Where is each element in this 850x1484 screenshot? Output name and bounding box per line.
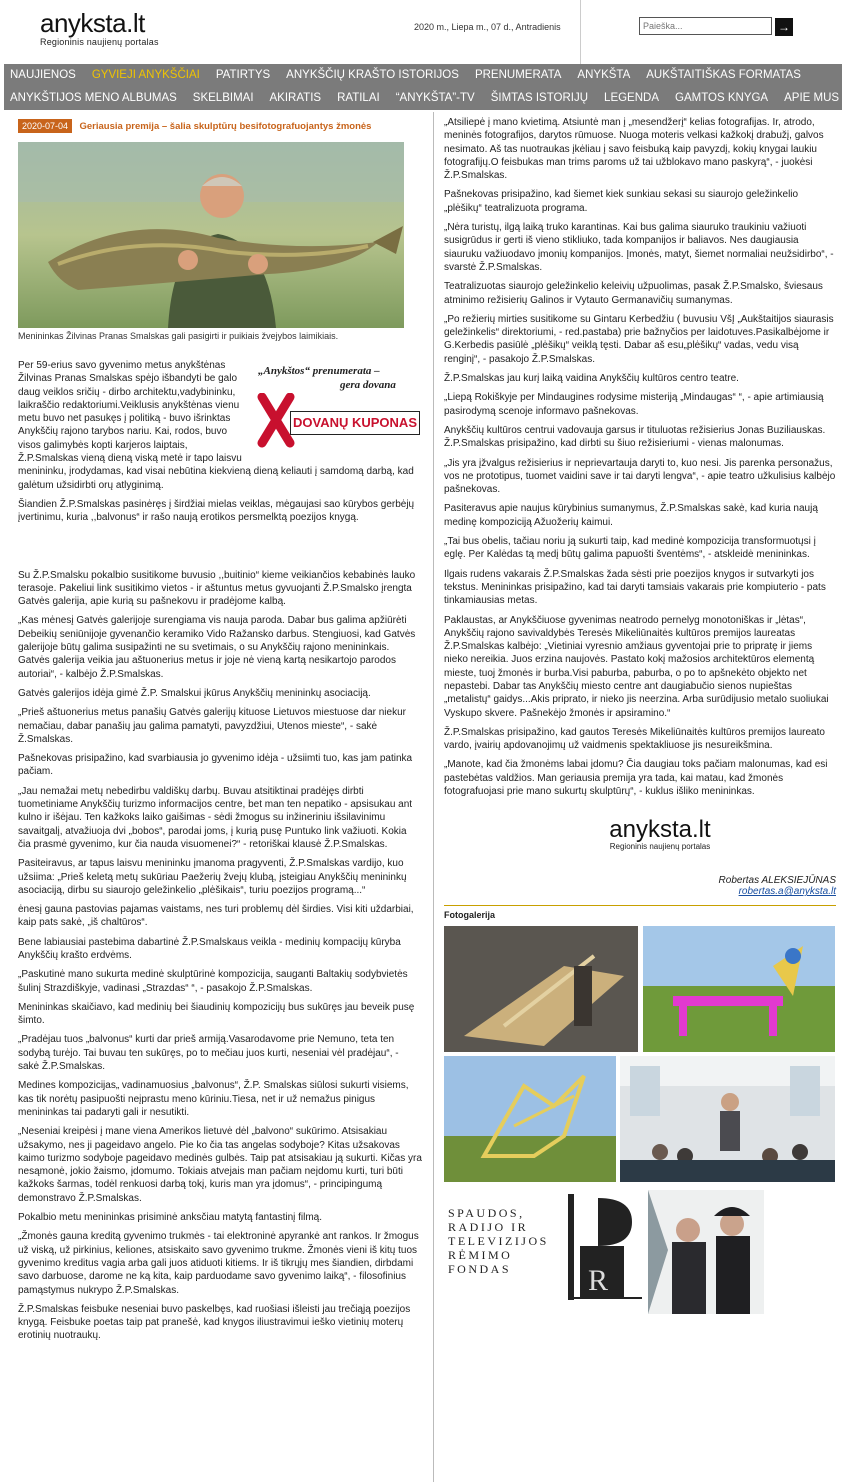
pink-bench-sculpture-image xyxy=(643,926,835,1052)
gallery-title: Fotogalerija xyxy=(444,905,836,922)
footer-logo-name: anyksta.lt xyxy=(609,816,711,844)
nav-item[interactable]: ANYKŠČIŲ KRAŠTO ISTORIJOS xyxy=(286,69,459,81)
article-paragraph: Pašnekovas prisipažino, kad šiemet kiek sunkiau sekasi su siaurojo geležinkelio „plėšikų“ teatralizuota programa. xyxy=(444,189,799,214)
nav-item[interactable]: LEGENDA xyxy=(604,92,660,104)
gallery-thumbnail[interactable] xyxy=(444,1056,616,1182)
search-submit-button[interactable] xyxy=(775,18,793,36)
performance-audience-image xyxy=(620,1056,835,1182)
fund-text xyxy=(448,1206,549,1276)
article-paragraph: „Po režierių mirties susitikome su Gintaru Kerbedžiu ( buvusiu VšĮ „Aukštaitijos siaurasis geležinkelis“ direktoriumi, - red.pastaba) prie bažnyčios per laidotuves.Pasikalbėjome ir G.Kerbedis pasiūlė „plėšikų“ veiklą tęsti. Dabar aš esu„plėšikų“ vadas, vedu visą renginį“, - pasakojo Ž.P.Smalskas. xyxy=(444,313,834,365)
main-article-photo[interactable] xyxy=(18,142,404,328)
subscription-promo-banner[interactable] xyxy=(254,363,422,453)
article-paragraph: Menininkas skaičiavo, kad medinių bei šiaudinių kompozicijų bus sukūręs jau beveik pusę šimto. xyxy=(18,1001,415,1027)
gallery-thumbnail[interactable] xyxy=(643,926,835,1052)
nav-item-active[interactable]: GYVIEJI ANYKŠČIAI xyxy=(91,69,200,81)
straw-bird-sculpture-image xyxy=(444,1056,616,1182)
article-paragraph: Anykščių kultūros centrui vadovauja garsus ir tituluotas režisierius Jonas Buziliauskas. Ž.P.Smalskas prisipažino, kad dirbti su šiuo režisieriumi - vienas malonumas. xyxy=(444,424,826,450)
fund-line: FONDAS xyxy=(448,1262,512,1277)
wooden-sculpture-workshop-image xyxy=(444,926,638,1052)
promo-line-1: „Anykštos“ prenumerata – xyxy=(258,365,380,377)
article-paragraph: „Prieš aštuonerius metus panašių Gatvės galerijų kituose Lietuvos miestuose dar niekur nemačiau, dabar panašių jau galima pamatyti, pavyzdžiui, Utenos mieste“, - sakė Ž.Smalskas. xyxy=(18,707,406,745)
gallery-thumbnail[interactable] xyxy=(620,1056,835,1182)
nav-row-2 xyxy=(10,87,850,109)
fund-emblem-icon xyxy=(562,1190,642,1302)
footer-logo-subtitle: Regioninis naujienų portalas xyxy=(609,842,711,852)
fisherman-with-pike-image xyxy=(18,142,404,328)
article-paragraph: Pasiteiravus, ar tapus laisvu menininku įmanoma pragyventi, Ž.P.Smalskas vardijo, kuo užsiima: „Prieš keletą metų sukūriau Paežerių žvejų klubą, įsteigiau Anykščių menininkų asociaciją, dirbu su siaurojo geležinkelio „plėšikais“, turiu poezijos programą...“ xyxy=(18,858,407,896)
column-divider xyxy=(433,112,434,1482)
article-paragraph: „Žmonės gauna kreditą gyvenimo trukmės - tai elektroninė apyrankė ant rankos. Ir žmogus už viską, už pirkinius, keliones, atsiskaito savo gyvenimo trukme. Žmonės vieni iš kitų tuos gyvenimo kreditus vagia arba gali juos atiduoti kitiems. Ir iš tikrųjų mes šiandien, dirbdami savo darbuose, darome ne ką kita, kaip parduodame savo gyvenimo laiką“, - filosofinius pamąstymus nukrypo Ž.P.Smalskas. xyxy=(18,1231,419,1296)
nav-item[interactable]: SKELBIMAI xyxy=(192,92,254,104)
article-paragraph: Ž.P.Smalskas feisbuke neseniai buvo paskelbęs, kad ruošiasi išleisti jau trečiąją poezijos knygą. Feisbuke poetas taip pat pranešė, kad knygos iliustravimui ieško vietinių moterų erotinių nuotraukų. xyxy=(18,1303,411,1342)
article-paragraph: „Paskutinė mano sukurta medinė skulptūrinė kompozicija, sauganti Baltakių sodybvietės šulinį Strazdiškyje, vadinasi „Strazdas“ “, - pasakojo Ž.P.Smalskas. xyxy=(18,969,408,994)
nav-item[interactable]: PATIRTYS xyxy=(215,69,271,81)
author-email-link[interactable]: robertas.a@anyksta.lt xyxy=(738,886,836,898)
article-paragraph: Ž.P.Smalskas jau kurį laiką vaidina Anykščių kultūros centro teatre. xyxy=(444,373,739,385)
article-left-column xyxy=(18,116,422,1349)
press-fund-logo[interactable] xyxy=(444,1190,644,1302)
photo-caption: Menininkas Žilvinas Pranas Smalskas gali pasigirti ir puikiais žvejybos laimikiais. xyxy=(18,331,339,341)
author-name: Robertas ALEKSIEJŪNAS xyxy=(718,875,836,887)
nav-item[interactable]: ANYKŠTIJOS MENO ALBUMAS xyxy=(10,92,177,104)
article-paragraph: Teatralizuotas siaurojo geležinkelio keleivių užpuolimas, pasak Ž.P.Smalsko, šviesaus atminimo režisierių Galinos ir Vytauto Germanavičių sumanymas. xyxy=(444,281,823,306)
nav-item[interactable]: ŠIMTAS ISTORIJŲ xyxy=(490,92,589,104)
article-paragraph: Pašnekovas prisipažino, kad svarbiausia jo gyvenimo idėja - užsiimti tuo, kas jam patinka pačiam. xyxy=(18,753,413,778)
nav-item[interactable]: “ANYKŠTA”-TV xyxy=(395,92,475,104)
photo-gallery xyxy=(444,922,836,1314)
nav-item[interactable]: ANYKŠTA xyxy=(577,69,631,81)
article-paragraph: „Atsiliepė į mano kvietimą. Atsiuntė man į „mesendžerį“ kelias fotografijas. Ir, atrodo, meninės fotografijos, darytos rūmuose. Nuoga moteris velkasi kažkokį drabužį, galvos nesimato. Aš tas nuotraukas įkėliau į savo feisbuką kaip pavyzdį, kokių knygai laukiu fotografijų.O feisbukas man trims paroms už tai užblokavo mano paskyrą“, - juokėsi Ž.P.Smalskas. xyxy=(444,117,824,182)
fund-line: RĖMIMO xyxy=(448,1248,513,1263)
nav-item[interactable]: APIE MUS xyxy=(784,92,840,104)
article-paragraph: Su Ž.P.Smalsku pokalbio susitikome buvusio ,,buitinio“ kieme veikiančios kebabinės lauko terasoje. Pakeliui link susitikimo vietos - ir aštuntus metus gyvuojanti Ž.P.Smalsko įrengta Gatvės galerija, apie kurią su pašnekovu ir pradėjome kalbą. xyxy=(18,569,416,608)
nav-item[interactable]: AKIRATIS xyxy=(269,92,322,104)
search-input[interactable] xyxy=(639,17,772,35)
article-paragraph: Medines kompozicijas„ vadinamuosius „balvonus“, Ž.P. Smalskas siūlosi sukurti visiems, kas tik norėtų pasipuošti neįprastu meno kūriniu.Tiesa, net ir už nemažus pinigus menininkas tai padaryti gali ir nesutikti. xyxy=(18,1080,409,1118)
gift-coupon-label: DOVANŲ KUPONAS xyxy=(290,411,420,435)
site-logo[interactable] xyxy=(40,8,159,47)
nav-item[interactable]: RATILAI xyxy=(337,92,380,104)
article-paragraph: „Nėra turistų, ilgą laiką truko karantinas. Kai bus galima siauruko traukiniu važiuoti susigrūdus ir gerti iš vieno stikliuko, tada kompanijos ir baliavos. Nes daugiausia siauruku važiuodavo įmonių kompanijos. Įmonės, matyt, šiemet normaliai neužsidirbo“, - svarstė Ž.P.Smalskas. xyxy=(444,222,834,273)
logo-subtitle: Regioninis naujienų portalas xyxy=(40,37,159,47)
nav-item[interactable]: AUKŠTAITIŠKAS FORMATAS xyxy=(646,69,801,81)
article-paragraph: „Tai bus obelis, tačiau noriu ją sukurti taip, kad medinė kompozicija transformuotųsi į eglę. Per Kalėdas tą medį būtų galima papuošti šventėms“, - atskleidė menininkas. xyxy=(444,536,816,561)
article-paragraph: „Neseniai kreipėsi į mane viena Amerikos lietuvė dėl „balvono“ sukūrimo. Atsisakiau užsakymo, nes ji pageidavo angelo. Pie ko čia tas angelas sodyboje? Kitas užsakovas kaimo turizmo sodyboje pageidavo medinės gulbės. Taip pat atsisakiau ją sukurti. Kičas yra nesąmonė, jokio žaismo, įdomumo. Tokiais atvejais man pačiam neįdomu kurti, turi būti kažkoks šarmas, todėl renkuosi darbą tokį, kuris man yra įdomus“, - principingumą demonstravo Ž.P.Smalskas. xyxy=(18,1126,422,1204)
article-paragraph: „Jis yra įžvalgus režisierius ir neprievartauja daryti to, kuo nesi. Jis parenka personažus, vos ne prototipus, tuomet vaidini save ir tai daryti lengva“, - apie teatro užkulisius kalbėjo pašnekovas. xyxy=(444,457,836,496)
gallery-thumbnail[interactable] xyxy=(648,1190,764,1314)
nav-item[interactable]: GAMTOS KNYGA xyxy=(675,92,769,104)
article-right-column xyxy=(444,116,836,1314)
svg-text:R: R xyxy=(588,1264,609,1298)
men-in-costumes-image xyxy=(648,1190,764,1314)
article-title: Geriausia premija – šalia skulptūrų besifotografuojantys žmonės xyxy=(79,121,372,132)
arrow-right-icon: → xyxy=(778,20,790,34)
site-header xyxy=(0,0,850,64)
article-paragraph: Ilgais rudens vakarais Ž.P.Smalskas žada sėsti prie poezijos knygos ir sutvarkyti jos tekstus. Menininkas prisipažino, kad tai daryti tamsiais vakarais prie kompiuterio - pats tinkamiausias metas. xyxy=(444,568,826,607)
article-paragraph: „Jau nemažai metų nebedirbu valdiškų darbų. Buvau atsitiktinai pradėjęs dirbti tuometiniame Anykščių turizmo informacijos centre, bet man ten nepatiko - apsisukau ant kulno ir išėjau. Ten kažkoks laiko gaišimas - sėdi žmogus su inžineriniu išsilavinimu savaitgalį, atvažiuoja dvi „bobos“, parodai joms, į kurią pusę Puntuko link važiuoti. Kokia čia prasmė gyvenimo, kur čia nauda visuomenei?“ - retoriškai klausė Ž.P.Smalskas. xyxy=(18,785,413,850)
promo-line-2: gera dovana xyxy=(340,379,396,391)
article-paragraph: Bene labiausiai pastebima dabartinė Ž.P.Smalskaus veikla - medinių kompacijų kūryba Anykščių krašto erdvėms. xyxy=(18,936,401,961)
nav-item[interactable]: NAUJIENOS xyxy=(10,69,76,81)
article-paragraph: „Pradėjau tuos „balvonus“ kurti dar prieš armiją.Vasarodavome prie Nemuno, teta ten sodybą turėjo. Tai buvau ten sukūręs, po to mečiau juos kurti, neseniai vėl pradėjau“, - sakė Ž.P.Smalskas. xyxy=(18,1034,399,1073)
nav-row-1 xyxy=(10,64,817,86)
fund-line: SPAUDOS, xyxy=(448,1206,525,1221)
logo-name: anyksta.lt xyxy=(40,8,145,38)
fund-line: RADIJO IR xyxy=(448,1220,529,1235)
footer-logo[interactable] xyxy=(484,816,836,851)
article-paragraph: Ž.P.Smalskas prisipažino, kad gautos Teresės Mikeliūnaitės kultūros premijos laureato vardo, įvairių apdovanojimų už vaidmenis spektakliuose jis nesureikšmina. xyxy=(444,726,825,752)
current-date: 2020 m., Liepa m., 07 d., Antradienis xyxy=(414,22,561,32)
article-header xyxy=(18,116,422,134)
article-date-badge: 2020-07-04 xyxy=(18,119,72,133)
article-paragraph: „Manote, kad čia žmonėms labai įdomu? Čia daugiau toks pačiam malonumas, kad esi pastebėtas valdžios. Man geriausia premija yra tada, kai matau, kad žmonės fotografuojasi prie mano sukurtų skulptūrų“, - kuklus išliko menininkas. xyxy=(444,759,828,798)
article-paragraph: „Liepą Rokiškyje per Mindaugines rodysime misteriją „Mindaugas“ “, - apie artimiausią pasirodymą scenoje informavo pašnekovas. xyxy=(444,392,824,417)
article-paragraph: Šiandien Ž.P.Smalskas pasinėręs į širdžiai mielas veiklas, mėgaujasi sao kūrybos gerbėjų įvertinimu, kuria ,,balvonus“ ir rašo naują erotikos persmelktą poezijos knygą. xyxy=(18,498,415,524)
fund-line: TELEVIZIJOS xyxy=(448,1234,549,1249)
article-paragraph: Per 59-erius savo gyvenimo metus anykštėnas Žilvinas Pranas Smalskas spėjo išbandyti be galo daug veiklos sričių - dirbo architektu,vadybininku, laikraščio redaktoriumi.Veiklusis anykštėnas vienu metu buvo net pasukęs į politiką - buvo išrinktas Anykščių rajono tarybos nariu. Kai, rodos, buvo visos galimybės kopti karjeros laiptais, Ž.P.Smalskas vieną dieną viską metė ir tapo laisvu menininku, įrodydamas, kad visai nebūtina kiekvieną dieną keliauti į samdomą darbą, kad galėtum užsidirbti orų atlyginimą. xyxy=(18,360,414,491)
gallery-thumbnail[interactable] xyxy=(444,926,638,1052)
main-navigation xyxy=(4,64,842,110)
article-paragraph: Pokalbio metu menininkas prisiminė anksčiau matytą fantastinį filmą. xyxy=(18,1212,323,1224)
article-paragraph: Paklaustas, ar Anykščiuose gyvenimas neatrodo pernelyg monotoniškas ir „lėtas“, Anykščių rajono savivaldybės Teresės Mikeliūnaitės kultūros premijos laureatas Ž.P.Smalskas kalbėjo: „Vietiniai vyresnio amžiaus gyventojai prie to pripratę ir jiems nieko nereikia. Juos erzina naujovės. Pastato kokį mažosios architektūros elementą mieste, tuoj žmonės ir burba.Visi paburba, paburba, o po to apšnekėto objekto net nepastebi. Dabar tas Anykščių miesto centre ant daugiabučio sienos nupieštas „metalistų“ gaidys...Akis priprato, ir nieko jis neerzina. Arba surūdijusio metalo suoliukai Vyskupo skvere. Pašnekėjo žmonės ir apsiramino.“ xyxy=(444,614,829,719)
article-paragraph: Pasiteravus apie naujus kūrybinius sumanymus, Ž.P.Smalskas sakė, kad kuria naują medinę kompoziciją Ažuožerių kaimui. xyxy=(444,503,818,528)
article-paragraph: Gatvės galerijos idėja gimė Ž.P. Smalskui įkūrus Anykščių menininkų asociaciją. xyxy=(18,687,371,699)
article-paragraph: ėnesį gauna pastovias pajamas vaistams, nes turi problemų dėl širdies. Visi kiti uždarbiai, kaip pats sakė, „iš chaltūros“. xyxy=(18,904,414,929)
nav-item[interactable]: PRENUMERATA xyxy=(474,69,562,81)
article-paragraph: „Kas mėnesį Gatvės galerijoje surengiama vis nauja paroda. Dabar bus galima apžiūrėti Debeikių seniūnijoje gyvenančio keramiko Vido Ražansko darbus. Stengiuosi, kad Gatvės galerijoje būtų galima susipažinti ne su svetimais, o su Anykščių rajono menininkais. Gatvės galerija veikia jau aštuonerius metus ir joje nė vieną kartą nesikartojo parodos autoriai“, - kalbėjo Ž.P.Smalskas. xyxy=(18,615,416,680)
header-left-panel xyxy=(0,0,581,64)
